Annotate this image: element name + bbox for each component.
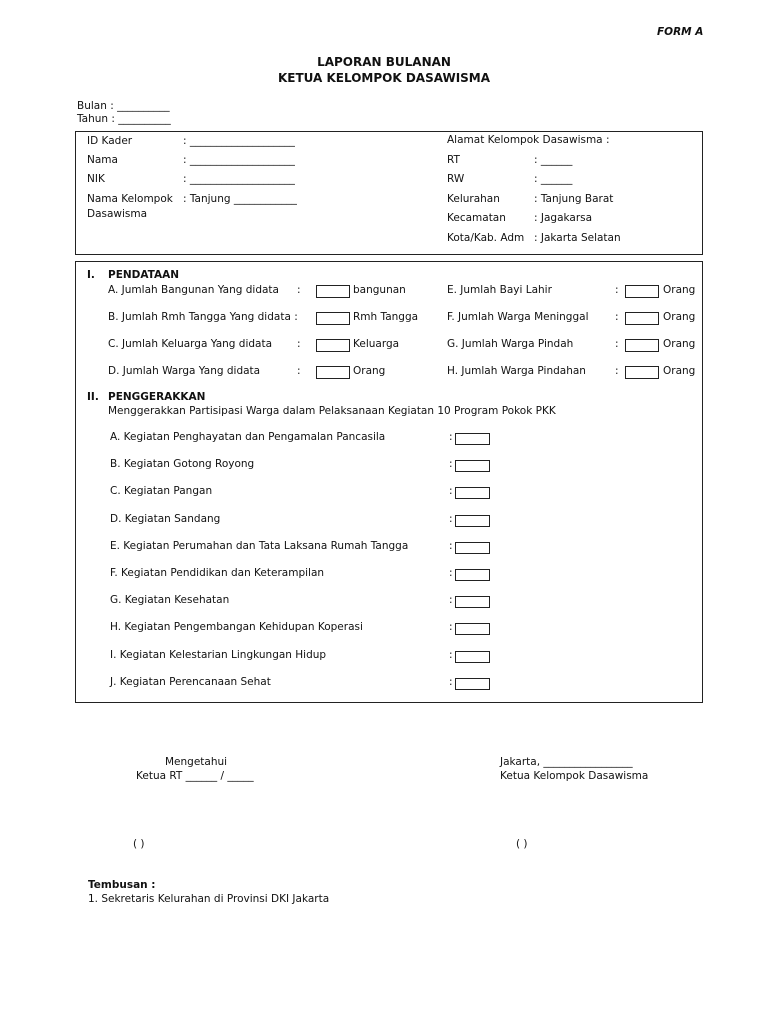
- pendataan-left-input[interactable]: [316, 312, 350, 325]
- identity-right-label: Kelurahan: [447, 193, 500, 205]
- identity-right-value[interactable]: : ______: [534, 154, 573, 166]
- identity-box: [75, 131, 703, 255]
- kegiatan-input[interactable]: [455, 651, 490, 663]
- pendataan-right-colon: :: [615, 311, 619, 323]
- bulan-field[interactable]: Bulan : __________: [77, 100, 170, 112]
- kegiatan-item: J. Kegiatan Perencanaan Sehat: [110, 675, 271, 688]
- kegiatan-input[interactable]: [455, 515, 490, 527]
- kegiatan-item: F. Kegiatan Pendidikan dan Keterampilan: [110, 567, 325, 579]
- pendataan-right-input[interactable]: [625, 339, 659, 352]
- pendataan-left-item: B. Jumlah Rmh Tangga Yang didata :: [108, 311, 298, 323]
- pendataan-right-colon: :: [615, 365, 619, 377]
- section2-num: II.: [87, 391, 99, 403]
- kegiatan-colon: :: [449, 539, 453, 552]
- section2-subtitle: Menggerakkan Partisipasi Warga dalam Pelaksanaan Kegiatan 10 Program Pokok PKK: [108, 405, 556, 417]
- pendataan-right-item: E. Jumlah Bayi Lahir: [447, 284, 552, 296]
- sign-right-paren: ( ): [516, 838, 528, 850]
- identity-left-value[interactable]: : Tanjung ____________: [183, 193, 297, 205]
- identity-right-value: : Jagakarsa: [534, 212, 593, 224]
- kegiatan-colon: :: [449, 675, 453, 688]
- kegiatan-colon: :: [449, 648, 453, 661]
- activity-box: [75, 261, 703, 703]
- kegiatan-input[interactable]: [455, 596, 490, 608]
- pendataan-left-item: A. Jumlah Bangunan Yang didata: [108, 284, 279, 296]
- identity-right-label: Kecamatan: [447, 212, 506, 224]
- pendataan-right-unit: Orang: [663, 311, 696, 323]
- identity-right-label: RW: [447, 173, 465, 185]
- identity-right-label: Kota/Kab. Adm: [447, 232, 525, 244]
- kegiatan-colon: :: [449, 485, 453, 498]
- form-code: FORM A: [657, 26, 704, 38]
- kegiatan-colon: :: [449, 567, 453, 579]
- kegiatan-item: B. Kegiatan Gotong Royong: [110, 458, 255, 471]
- identity-left-value[interactable]: : ____________________: [183, 135, 295, 147]
- pendataan-right-colon: :: [615, 284, 619, 296]
- kegiatan-input[interactable]: [455, 542, 490, 554]
- sign-right-line1[interactable]: Jakarta, _________________: [500, 756, 633, 768]
- identity-left-value[interactable]: : ____________________: [183, 154, 295, 166]
- title-line1: LAPORAN BULANAN: [317, 55, 451, 69]
- title-line2: KETUA KELOMPOK DASAWISMA: [277, 71, 491, 85]
- sign-left-paren: ( ): [133, 838, 145, 850]
- pendataan-right-item: H. Jumlah Warga Pindahan: [447, 365, 586, 377]
- kegiatan-input[interactable]: [455, 678, 490, 690]
- pendataan-left-item: D. Jumlah Warga Yang didata: [108, 365, 261, 377]
- pendataan-left-item: C. Jumlah Keluarga Yang didata: [108, 338, 273, 350]
- identity-right-label: RT: [447, 154, 460, 166]
- pendataan-left-colon: :: [297, 284, 301, 296]
- pendataan-left-unit: Orang: [353, 365, 386, 377]
- pendataan-right-input[interactable]: [625, 312, 659, 325]
- kegiatan-item: H. Kegiatan Pengembangan Kehidupan Koperasi: [110, 621, 363, 634]
- tembusan-item: 1. Sekretaris Kelurahan di Provinsi DKI Jakarta: [88, 893, 330, 905]
- kegiatan-colon: :: [449, 621, 453, 634]
- pendataan-right-unit: Orang: [663, 284, 696, 296]
- pendataan-left-input[interactable]: [316, 285, 350, 298]
- identity-right-value[interactable]: : ______: [534, 173, 573, 185]
- pendataan-right-unit: Orang: [663, 365, 696, 377]
- kegiatan-input[interactable]: [455, 460, 490, 472]
- kegiatan-item: G. Kegiatan Kesehatan: [110, 594, 230, 607]
- kegiatan-colon: :: [449, 594, 453, 607]
- sign-right-line2: Ketua Kelompok Dasawisma: [500, 770, 649, 782]
- pendataan-left-unit: Rmh Tangga: [353, 311, 419, 323]
- nama-kelompok-cont: Dasawisma: [87, 208, 148, 220]
- kegiatan-item: E. Kegiatan Perumahan dan Tata Laksana Rumah Tangga: [110, 539, 409, 552]
- pendataan-right-colon: :: [615, 338, 619, 350]
- kegiatan-colon: :: [449, 512, 453, 525]
- pendataan-right-item: F. Jumlah Warga Meninggal: [447, 311, 589, 323]
- pendataan-right-input[interactable]: [625, 285, 659, 298]
- pendataan-left-colon: :: [297, 338, 301, 350]
- kegiatan-item: A. Kegiatan Penghayatan dan Pengamalan Pancasila: [110, 431, 386, 443]
- kegiatan-item: I. Kegiatan Kelestarian Lingkungan Hidup: [110, 648, 327, 661]
- pendataan-left-input[interactable]: [316, 339, 350, 352]
- kegiatan-input[interactable]: [455, 433, 490, 445]
- kegiatan-input[interactable]: [455, 569, 490, 581]
- identity-left-label: Nama: [87, 154, 118, 166]
- tahun-field[interactable]: Tahun : __________: [77, 113, 171, 125]
- pendataan-left-unit: bangunan: [353, 284, 406, 296]
- tembusan-title: Tembusan :: [88, 879, 156, 891]
- kegiatan-colon: :: [449, 458, 453, 471]
- identity-right-value: : Tanjung Barat: [534, 193, 614, 205]
- kegiatan-input[interactable]: [455, 487, 490, 499]
- pendataan-right-input[interactable]: [625, 366, 659, 379]
- identity-left-label: NIK: [87, 173, 105, 185]
- pendataan-right-item: G. Jumlah Warga Pindah: [447, 338, 574, 350]
- identity-left-label: ID Kader: [87, 135, 133, 147]
- kegiatan-input[interactable]: [455, 623, 490, 635]
- section2-title: PENGGERAKKAN: [108, 391, 206, 403]
- address-heading: Alamat Kelompok Dasawisma :: [447, 134, 610, 146]
- identity-left-value[interactable]: : ____________________: [183, 173, 295, 185]
- identity-left-label: Nama Kelompok: [87, 193, 173, 205]
- kegiatan-item: C. Kegiatan Pangan: [110, 485, 213, 498]
- kegiatan-item: D. Kegiatan Sandang: [110, 512, 221, 525]
- section1-title: PENDATAAN: [108, 269, 180, 281]
- pendataan-left-colon: :: [297, 365, 301, 377]
- identity-right-value: : Jakarta Selatan: [534, 232, 621, 244]
- pendataan-right-unit: Orang: [663, 338, 696, 350]
- pendataan-left-unit: Keluarga: [353, 338, 400, 350]
- pendataan-left-input[interactable]: [316, 366, 350, 379]
- section1-num: I.: [87, 269, 95, 281]
- kegiatan-colon: :: [449, 431, 453, 443]
- sign-left-line2[interactable]: Ketua RT ______ / _____: [136, 770, 254, 782]
- sign-left-line1: Mengetahui: [165, 756, 228, 768]
